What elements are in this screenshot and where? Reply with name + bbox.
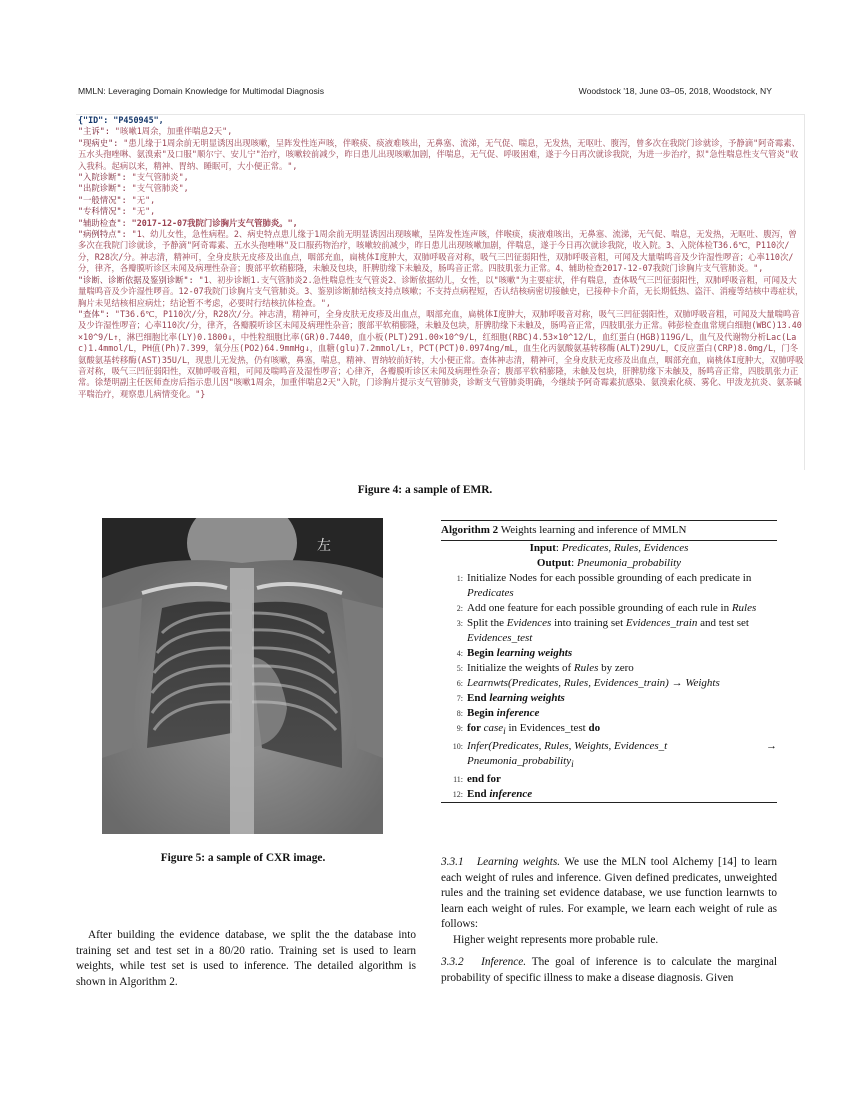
algorithm-step-11: 11: end for [453, 773, 501, 786]
algorithm-step-6: 6: Learnwts(Predicates, Rules, Evidences_train) → Weights [456, 677, 720, 689]
figure-5-caption: Figure 5: a sample of CXR image. [160, 852, 326, 864]
emr-line-chief-complaint: "主诉": "咳嗽1周余，加重伴喘息2天", [78, 126, 233, 137]
algorithm-title: Algorithm 2 Weights learning and inference of MMLN [441, 521, 777, 541]
left-body-paragraph: After building the evidence database, we split the the database into training set and test set in a 80/20 ratio. Training set is used to learn weights, while test set is used to inference. The detailed algorithm is shown in Algorithm 2. [76, 929, 416, 988]
section-body: The goal of inference is to calculate the marginal probability of specific illness to make a disease diagnosis. Given [441, 956, 777, 984]
cxr-image [102, 518, 383, 834]
header-title: MMLN: Leveraging Domain Knowledge for Multimodal Diagnosis [78, 86, 324, 96]
emr-line-case-features: "病例特点": "1、幼儿女性，急性病程。2、病史特点患儿缘于1周余前无明显诱因出现咳嗽，呈阵发性连声咳，伴喉痰，痰液难咳出，无鼻塞、流涕，无气促、喘息，无发热，无呕吐、腹泻，曾多次在我院门诊就诊，予静滴"阿奇霉素、五水头孢唑啉"及口服药物治疗，咳嗽较前减少，昨日患儿出现咳嗽加剧，伴喘息，遂于今日再次就诊我院，收入院。3、入院体检T36.6℃，P110次/分，R28次/分。神志清，精神可，全身皮肤无皮疹及出血点，咽部充血，扁桃体I度肿大，双肺呼吸音对称，吸气三凹征弱阳性，双肺呼吸音粗，可闻及大量喘鸣音及少许湿性啰音；心率110次/分，律齐，各瓣膜听诊区未闻及病理性杂音；腹部平软稍膨隆，未触及包块，肝脾肋缘下未触及，肠鸣音正常。四肢肌张力正常。4、辅助检查2017-12-07我院门诊胸片支气管肺炎。", [78, 229, 797, 274]
running-header [78, 86, 772, 96]
section-3-3-2 [441, 955, 777, 986]
emr-line-specialty: "专科情况": "无", [78, 206, 156, 217]
section-note: Higher weight represents more probable rule. [453, 933, 659, 946]
algorithm-step-8: 8: Begin inference [456, 707, 540, 719]
figure-4-caption: Figure 4: a sample of EMR. [357, 484, 493, 496]
algorithm-output: Output: Pneumonia_probability [536, 557, 682, 569]
section-body: We use the MLN tool Alchemy [14] to learn each weight of rules and inference. Given defined predicates, unweighted rules and the training set evidence database, we use function learnwts to learn each weight of rules. For example, we learn each weight of rule as follows: [441, 856, 777, 930]
emr-line-discharge-diagnosis: "出院诊断": "支气管肺炎", [78, 183, 189, 194]
emr-line-physical-exam: "查体": "T36.6℃，P110次/分，R28次/分。神志清，精神可，全身皮肤无皮疹及出血点，咽部充血，扁桃体I度肿大，双肺呼吸音对称，吸气三凹征弱阳性，双肺呼吸音粗，可闻及大量喘鸣音及少许湿性啰音；心率110次/分，律齐，各瓣膜听诊区未闻及病理性杂音；腹部平软稍膨隆，未触及包块，肝脾肋缘下未触及，肠鸣音正常，四肢肌张力正常。韩彭检查血常规白细胞(WBC)13.40×10^9/L↑，淋巴细胞比率(LY)0.1800↓，中性粒细胞比率(GR)0.7440，血小板(PLT)291.00×10^9/L，红细胞(RBC)4.53×10^12/L，血红蛋白(HGB)119G/L，血气及代谢物分析Lac(Lac)1.4mmol/L，PH值(Ph)7.399，氧分压(PO2)64.9mmHg↓，血糖(glu)7.2mmol/L↑，PCT(PCT)0.0974ng/mL，血生化丙氨酸氨基转移酶(ALT)29U/L，C反应蛋白(CRP)8.0mg/L，门冬氨酸氨基转移酶(AST)35U/L，现患儿无发热，仍有咳嗽，鼻塞，喘息，精神、胃纳较前好转，大小便正常。查体神志清，精神可，全身皮肤无皮疹及出血点，咽部充血，扁桃体I度肿大，双肺呼吸音对称，吸气三凹征弱阳性，双肺呼吸音粗，可闻及喘鸣音及湿性啰音；心律齐，各瓣膜听诊区未闻及病理性杂音；腹部平软稍膨隆，未触及包块，肝脾肋缘下未触及，肠鸣音正常，四肢肌张力正常。徐楚明副主任医师查房后指示患儿因"咳嗽1周余，加重伴喘息2天"入院，门诊胸片提示支气管肺炎，诊断支气管肺炎明确，今继续予阿奇霉素抗感染、氨溴索化痰、雾化、甲泼龙抗炎、氨茶碱平喘治疗，观察患儿病情变化。"} [78, 308, 804, 399]
header-venue: Woodstock '18, June 03–05, 2018, Woodstock, NY [578, 86, 772, 96]
emr-line-general: "一般情况": "无", [78, 194, 156, 205]
section-number: 3.3.2 [441, 956, 464, 968]
section-number: 3.3.1 [441, 856, 464, 868]
algorithm-step-5: 5: Initialize the weights of Rules by zero [456, 662, 634, 674]
emr-line-auxiliary-exam: "辅助检查": "2017-12-07我院门诊胸片支气管肺炎。", [78, 217, 298, 228]
algorithm-2-box [441, 520, 777, 803]
algorithm-step-2: 2: Add one feature for each possible grounding of each rule in Rules [456, 602, 757, 614]
algorithm-step-3: 3: Split the Evidences into training set Evidences_train and test set Evidences_test [456, 617, 749, 644]
algorithm-input: Input: Predicates, Rules, Evidences [529, 542, 689, 554]
section-3-3-1 [441, 855, 777, 948]
arrow-icon: → [766, 740, 777, 753]
emr-line-id: {"ID": "P450945", [78, 115, 164, 125]
algorithm-step-7: 7: End learning weights [456, 692, 565, 704]
emr-line-history: "现病史": "患儿缘于1周余前无明显诱因出现咳嗽，呈阵发性连声咳，伴喉痰、痰液难咳出，无鼻塞、流涕，无气促、喘息，无发热，无呕吐、腹泻，曾多次在我院门诊就诊，予静滴"阿奇霉素、五水头孢唑啉、氨溴索"及口服"顺尔宁、安儿宁"治疗，咳嗽较前减少，昨日患儿出现咳嗽加剧，伴喘息，无气促、呼吸困难，遂于今日再次就诊我院，为进一步治疗，拟"急性喘息性支气管炎"收入我科。起病以来，精神、胃纳、睡眠可，大小便正常。", [78, 137, 801, 171]
algorithm-step-12: 12: End inference [452, 788, 533, 801]
emr-json-sample [76, 114, 805, 470]
algorithm-step-1: 1: Initialize Nodes for each possible grounding of each predicate in Predicates [456, 572, 752, 599]
algorithm-step-10: 10: Infer(Predicates, Rules, Weights, Evidences_t → Pneumonia_probability$_i$ [452, 740, 777, 770]
algorithm-step-4: 4: Begin learning weights [456, 647, 573, 659]
algorithm-step-9: 9: for case$_i$ in Evidences_test do [456, 722, 601, 737]
emr-line-admission-diagnosis: "入院诊断": "支气管肺炎", [78, 172, 189, 183]
chest-xray-illustration [102, 518, 383, 834]
section-title: Inference. [481, 956, 527, 968]
left-marker: 左 [317, 538, 331, 554]
section-title: Learning weights. [476, 856, 561, 868]
emr-line-diagnosis-basis: "诊断、诊断依据及鉴别诊断": "1、初步诊断1.支气管肺炎2.急性喘息性支气管炎2、诊断依据幼儿，女性，以"咳嗽"为主要症状，伴有喘息，查体吸气三凹征弱阳性，双肺呼吸音粗，可闻及大量喘鸣音及少许湿性啰音。12-07我院门诊胸片支气管肺炎。3、鉴别诊断肺结核支持点咳嗽；不支持点病程短，否认结核病密切接触史，已接种卡介苗，无长期低热、盗汗、消瘦等结核中毒症状，胸片未见结核相应病灶；结论暂不考虑，必要时行结核抗体检查。", [78, 274, 804, 308]
